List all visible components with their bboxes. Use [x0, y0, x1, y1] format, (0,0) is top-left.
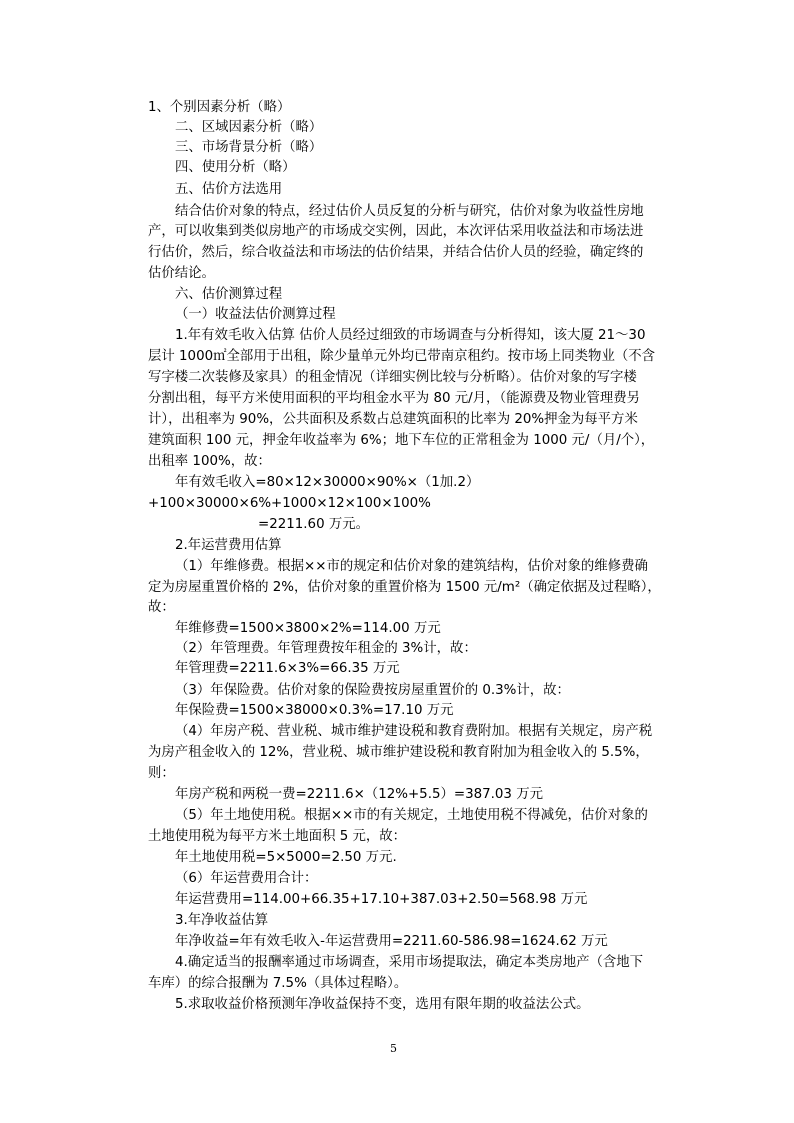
text-line: 结合估价对象的特点，经过估价人员反复的分析与研究，估价对象为收益性房地 [175, 204, 644, 219]
text-line: 5.求取收益价格预测年净收益保持不变，选用有限年期的收益法公式。 [175, 997, 590, 1012]
text-line: （4）年房产税、营业税、城市维护建设税和教育费附加。根据有关规定，房产税 [175, 724, 653, 739]
text-line: 4.确定适当的报酬率通过市场调查，采用市场提取法，确定本类房地产（含地下 [175, 955, 644, 970]
text-line: 故： [148, 600, 175, 615]
text-line: 车库）的综合报酬为 7.5%（具体过程略）。 [148, 976, 408, 991]
text-line: （3）年保险费。估价对象的保险费按房屋重置价的 0.3%计，故： [175, 683, 570, 698]
formula-line: +100×30000×6%+1000×12×100×100% [148, 496, 431, 511]
text-line: 则： [148, 766, 175, 781]
formula-line: 年有效毛收入=80×12×30000×90%×（1加.2） [175, 475, 480, 490]
text-line: （5）年土地使用税。根据××市的有关规定，土地使用税不得减免，估价对象的 [175, 808, 648, 823]
page-number: 5 [390, 1042, 397, 1055]
text-line: 1.年有效毛收入估算 估价人员经过细致的市场调查与分析得知，该大厦 21～30 [175, 328, 646, 343]
text-line: 四、使用分析（略） [175, 160, 296, 175]
text-line: 1、个别因素分析（略） [148, 100, 291, 115]
text-line: 建筑面积 100 元，押金年收益率为 6%；地下车位的正常租金为 1000 元/（月/个）， [148, 433, 655, 448]
formula-line: 年维修费=1500×3800×2%=114.00 万元 [175, 621, 441, 636]
text-line: 产，可以收集到类似房地产的市场成交实例，因此，本次评估采用收益法和市场法进 [148, 224, 644, 239]
text-line: 估价结论。 [148, 266, 215, 281]
text-line: 行估价，然后，综合收益法和市场法的估价结果，并结合估价人员的经验，确定终的 [148, 245, 644, 260]
text-line: 六、估价测算过程 [175, 287, 283, 302]
text-line: 五、估价方法选用 [175, 182, 283, 197]
text-line: （6）年运营费用合计： [175, 871, 318, 886]
text-line: 写字楼二次装修及家具）的租金情况（详细实例比较与分析略）。估价对象的写字楼 [148, 370, 637, 385]
text-line: （2）年管理费。年管理费按年租金的 3%计，故： [175, 641, 477, 656]
formula-line: 年土地使用税=5×5000=2.50 万元. [175, 850, 397, 865]
formula-line: 年保险费=1500×38000×0.3%=17.10 万元 [175, 703, 454, 718]
formula-line: 年管理费=2211.6×3%=66.35 万元 [175, 661, 400, 676]
text-line: 二、区域因素分析（略） [175, 120, 323, 135]
text-line: 三、市场背景分析（略） [175, 140, 323, 155]
text-line: 分割出租，每平方米使用面积的平均租金水平为 80 元/月，（能源费及物业管理费另 [148, 391, 641, 406]
text-line: 定为房屋重置价格的 2%，估价对象的重置价格为 1500 元/m²（确定依据及过程略）， [148, 580, 661, 595]
text-line: （1）年维修费。根据××市的规定和估价对象的建筑结构，估价对象的维修费确 [175, 559, 648, 574]
text-line: （一）收益法估价测算过程 [175, 307, 336, 322]
formula-line: 年运营费用=114.00+66.35+17.10+387.03+2.50=568.98 万元 [175, 892, 588, 907]
text-line: 计），出租率为 90%，公共面积及系数占总建筑面积的比率为 20%押金为每平方米 [148, 412, 638, 427]
text-line: 2.年运营费用估算 [175, 538, 282, 553]
text-line: 层计 1000㎡全部用于出租，除少量单元外均已带南京租约。按市场上同类物业（不含 [148, 349, 656, 364]
formula-line: 年净收益=年有效毛收入-年运营费用=2211.60-586.98=1624.62 万元 [175, 934, 608, 949]
text-line: 3.年净收益估算 [175, 913, 269, 928]
text-line: 出租率 100%，故： [148, 454, 271, 469]
formula-line: =2211.60 万元。 [258, 517, 370, 532]
formula-line: 年房产税和两税一费=2211.6×（12%+5.5）=387.03 万元 [175, 787, 543, 802]
text-line: 为房产租金收入的 12%，营业税、城市维护建设税和教育附加为租金收入的 5.5%， [148, 745, 649, 760]
text-line: 土地使用税为每平方米土地面积 5 元，故： [148, 829, 407, 844]
